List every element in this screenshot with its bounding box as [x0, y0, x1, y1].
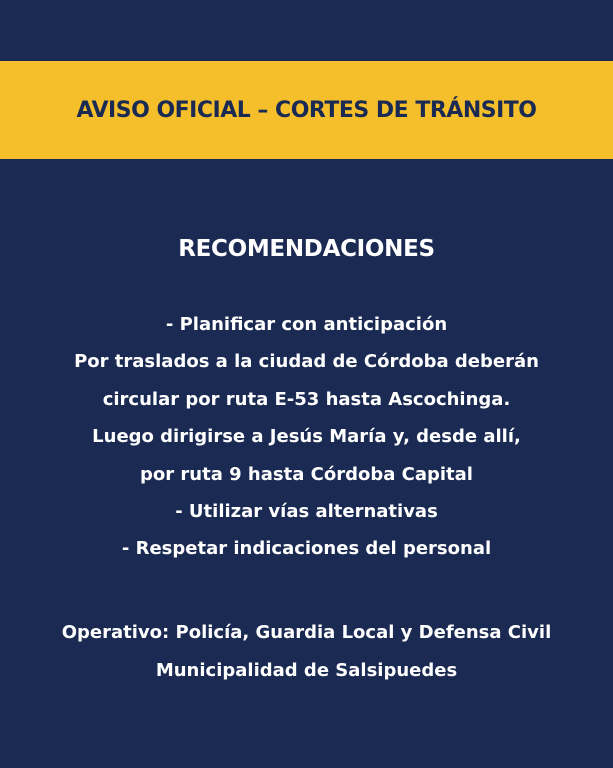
- banner-title: AVISO OFICIAL – CORTES DE TRÁNSITO: [76, 97, 537, 123]
- municipality-name: Municipalidad de Salsipuedes: [155, 660, 458, 681]
- recommendation-line: Por traslados a la ciudad de Córdoba deberán: [74, 351, 539, 373]
- recommendation-line: - Utilizar vías alternativas: [175, 500, 438, 522]
- recommendation-line: Luego dirigirse a Jesús María y, desde allí,: [92, 426, 521, 448]
- recommendation-line: - Respetar indicaciones del personal: [121, 538, 492, 560]
- recommendation-line: circular por ruta E-53 hasta Ascochinga.: [102, 388, 511, 410]
- recommendation-line: por ruta 9 hasta Córdoba Capital: [140, 463, 473, 485]
- notice-banner: [0, 61, 613, 159]
- recommendation-line: - Planificar con anticipación: [165, 314, 448, 335]
- recommendations-list: [0, 306, 613, 568]
- operative-credits: Operativo: Policía, Guardia Local y Defensa Civil: [61, 622, 552, 643]
- footer: [0, 614, 613, 690]
- recommendations-heading: RECOMENDACIONES: [178, 236, 435, 262]
